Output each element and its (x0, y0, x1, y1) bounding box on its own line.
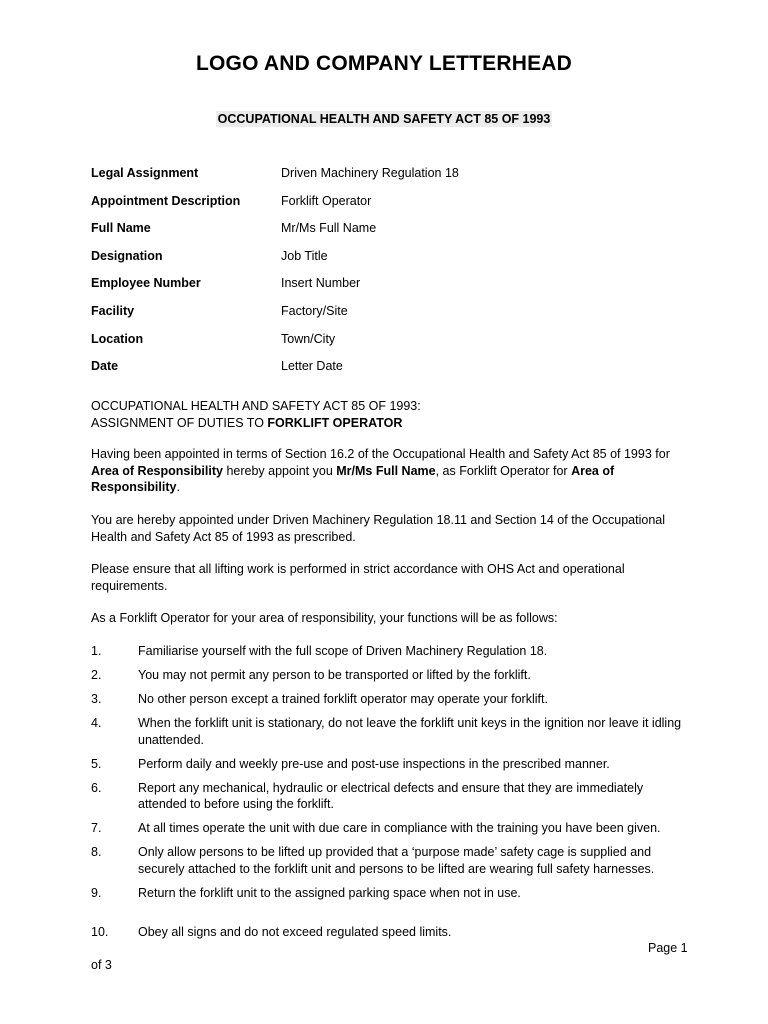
appointment-details (91, 165, 691, 386)
list-text: Perform daily and weekly pre-use and post-use inspections in the prescribed manner. (138, 756, 610, 771)
area-of-responsibility: Area of Responsibility (91, 463, 223, 478)
act-title (0, 111, 768, 128)
list-text: Obey all signs and do not exceed regulated speed limits. (138, 925, 452, 939)
list-item (91, 924, 695, 941)
area-of-responsibility: Area of Responsibility (91, 463, 615, 494)
list-text: Only allow persons to be lifted up provided that a ‘purpose made’ safety cage is supplied and securely attached to the forklift unit and persons to be lifted are wearing full safety harnesses. (138, 845, 655, 876)
detail-row (91, 358, 691, 386)
heading-line-2-prefix: ASSIGNMENT OF DUTIES TO (91, 415, 268, 430)
appointee-name: Mr/Ms Full Name (336, 463, 436, 478)
detail-label: Facility (91, 303, 135, 318)
heading-role: FORKLIFT OPERATOR (267, 415, 403, 430)
detail-value: Forklift Operator (281, 193, 372, 208)
detail-value: Letter Date (281, 359, 343, 374)
list-number: 2. (91, 668, 102, 682)
list-item (91, 780, 695, 813)
regulation-paragraph: You are hereby appointed under Driven Machinery Regulation 18.11 and Section 14 of the Occupational Health and Safety Act 85 of 1993 as prescribed. (91, 513, 665, 544)
detail-row (91, 275, 691, 303)
compliance-paragraph: Please ensure that all lifting work is performed in strict accordance with OHS Act and operational requirements. (91, 562, 625, 593)
heading-line-1: OCCUPATIONAL HEALTH AND SAFETY ACT 85 OF 1993: (91, 399, 421, 413)
list-number: 3. (91, 692, 102, 706)
list-item (91, 820, 695, 837)
list-number: 10. (91, 925, 109, 939)
list-item (91, 643, 695, 660)
detail-value: Driven Machinery Regulation 18 (281, 166, 459, 180)
detail-row (91, 193, 691, 221)
list-item (91, 756, 695, 773)
duties-list (91, 643, 695, 948)
heading-line-2 (91, 415, 695, 432)
list-number: 5. (91, 756, 102, 771)
detail-label: Designation (91, 248, 163, 263)
list-item (91, 667, 695, 684)
detail-label: Full Name (91, 221, 151, 236)
list-text: You may not permit any person to be transported or lifted by the forklift. (138, 668, 531, 682)
list-number: 4. (91, 716, 102, 730)
letterhead-title: LOGO AND COMPANY LETTERHEAD (195, 52, 573, 75)
detail-value: Mr/Ms Full Name (281, 221, 377, 236)
detail-row (91, 165, 691, 193)
detail-value: Town/City (281, 331, 336, 346)
detail-row (91, 220, 691, 248)
act-title-text: OCCUPATIONAL HEALTH AND SAFETY ACT 85 OF 1993 (217, 112, 551, 126)
functions-intro: As a Forklift Operator for your area of responsibility, your functions will be as follows: (91, 611, 558, 625)
list-item (91, 885, 695, 902)
appointment-paragraph (91, 446, 695, 496)
list-number: 1. (91, 644, 102, 658)
list-item (91, 691, 695, 708)
list-text: At all times operate the unit with due care in compliance with the training you have been given. (138, 821, 661, 835)
list-item (91, 715, 695, 748)
para-text: Having been appointed in terms of Section 16.2 of the Occupational Health and Safety Act 85 of 1993 for (91, 447, 670, 461)
detail-value: Job Title (281, 248, 328, 263)
detail-label: Legal Assignment (91, 166, 199, 180)
list-item (91, 844, 695, 877)
detail-row (91, 248, 691, 276)
list-number: 6. (91, 780, 102, 795)
list-text: Report any mechanical, hydraulic or electrical defects and ensure that they are immediately attended to before using the forklift. (138, 780, 644, 811)
detail-row (91, 331, 691, 359)
para-text: hereby appoint you (222, 463, 337, 478)
list-number: 7. (91, 821, 102, 835)
section-heading (91, 398, 695, 431)
page-number: Page 1 (648, 941, 688, 955)
detail-label: Employee Number (91, 276, 201, 291)
detail-label: Appointment Description (91, 193, 241, 208)
list-number: 9. (91, 885, 102, 900)
list-number: 8. (91, 845, 102, 859)
para-text: . (176, 480, 180, 494)
list-text: No other person except a trained forklift operator may operate your forklift. (138, 692, 548, 706)
detail-value: Factory/Site (281, 303, 348, 318)
list-text: Return the forklift unit to the assigned parking space when not in use. (138, 885, 521, 900)
list-text: When the forklift unit is stationary, do not leave the forklift unit keys in the ignition nor leave it idling unattended. (138, 716, 682, 747)
detail-label: Date (91, 359, 119, 374)
page-total: of 3 (91, 958, 112, 972)
detail-label: Location (91, 331, 144, 346)
para-text: , as Forklift Operator for (435, 463, 572, 478)
detail-row (91, 303, 691, 331)
detail-value: Insert Number (281, 276, 361, 291)
list-text: Familiarise yourself with the full scope of Driven Machinery Regulation 18. (138, 644, 548, 658)
